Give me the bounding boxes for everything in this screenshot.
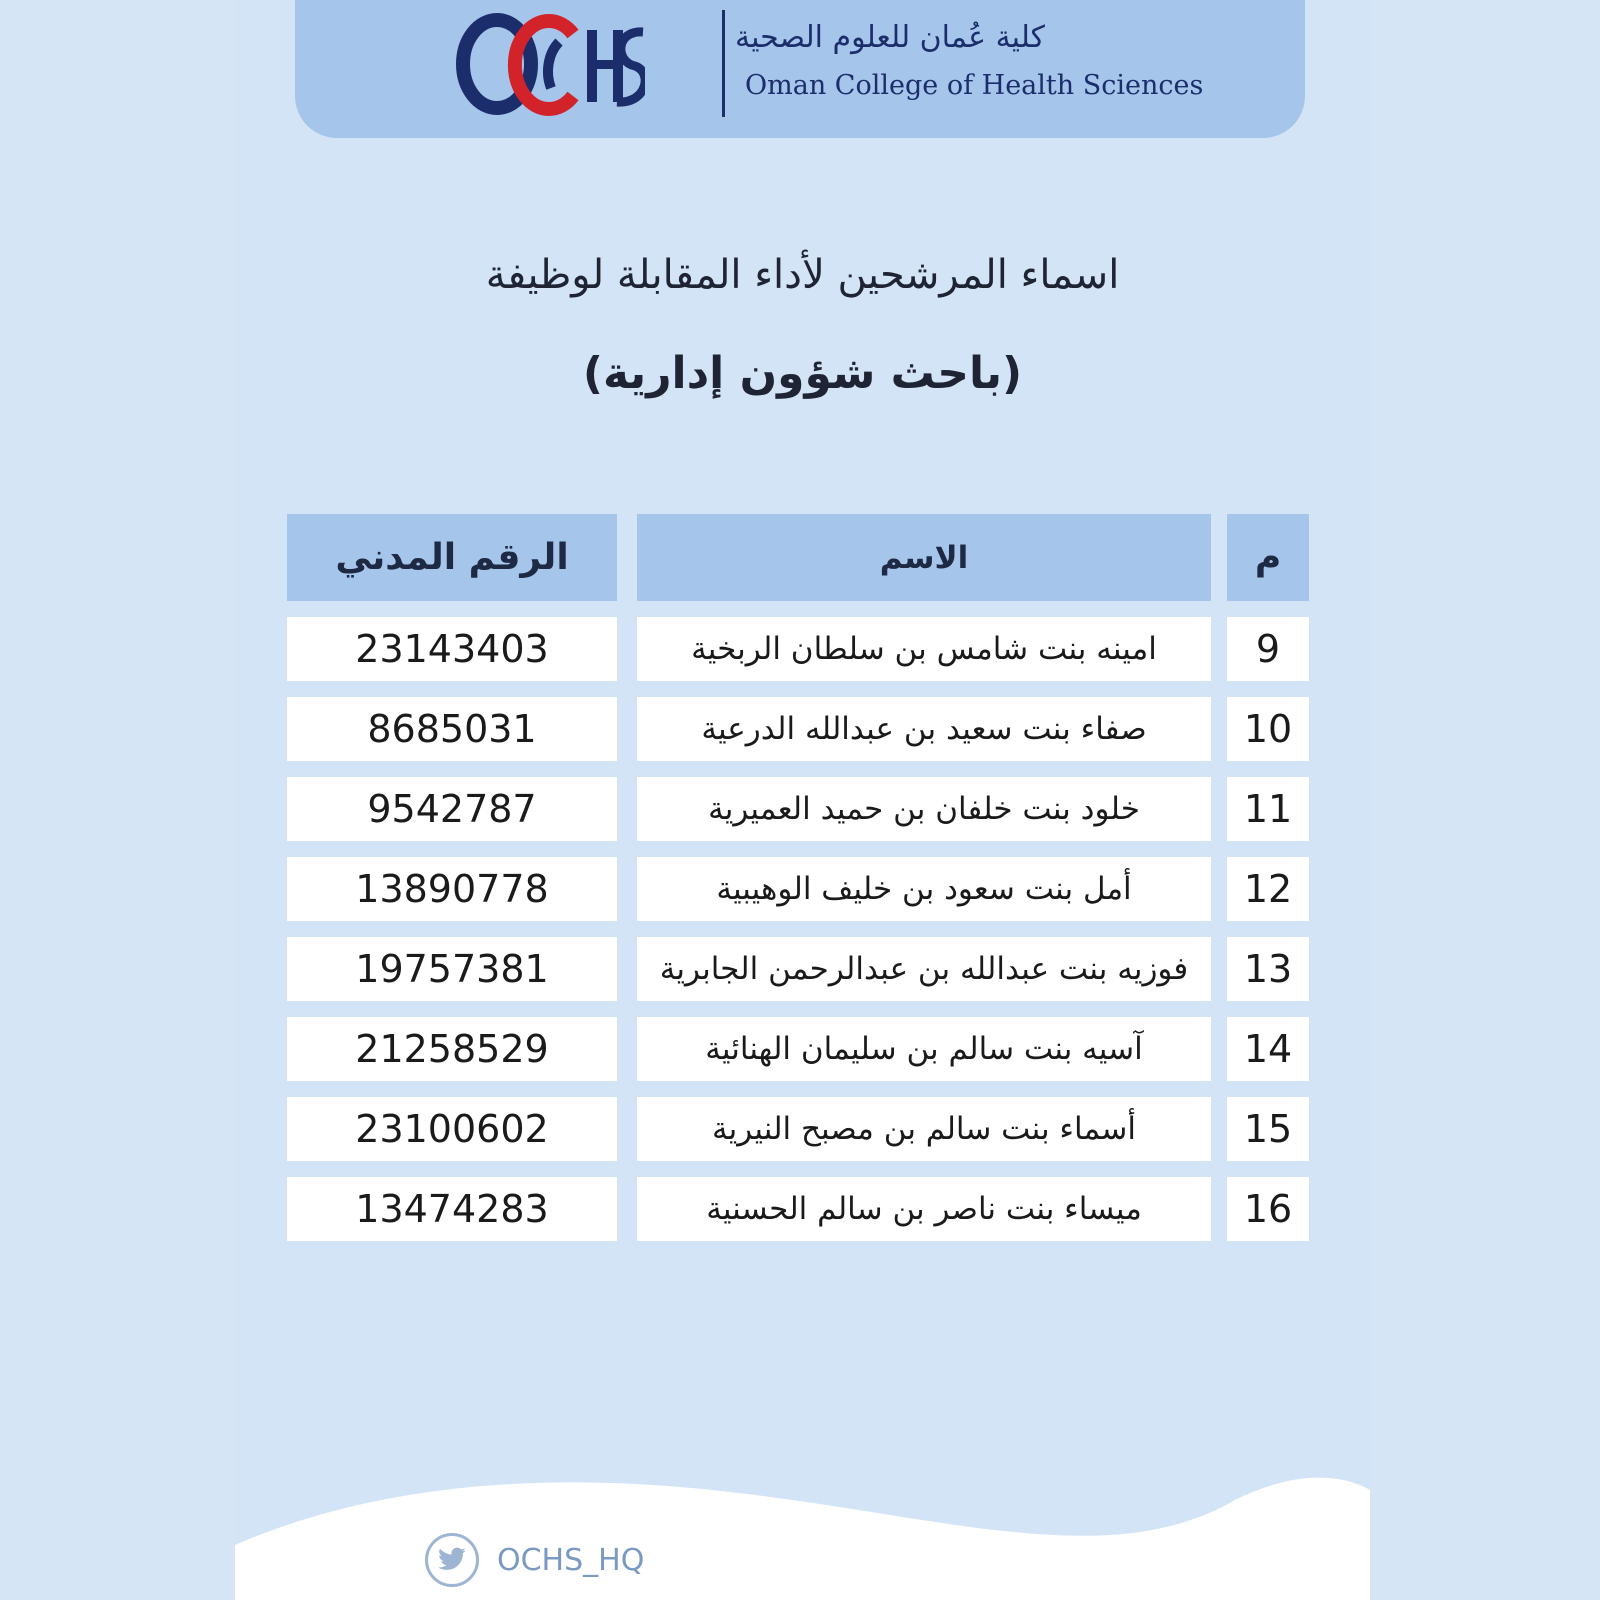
header-civil-id: الرقم المدني [287, 514, 617, 601]
number-cell: 13 [1227, 937, 1309, 1001]
civil-id-cell: 21258529 [287, 1017, 617, 1081]
handle-text: OCHS_HQ [497, 1542, 645, 1578]
number-cell: 11 [1227, 777, 1309, 841]
name-cell: ميساء بنت ناصر بن سالم الحسنية [637, 1177, 1211, 1241]
name-cell: آسيه بنت سالم بن سليمان الهنائية [637, 1017, 1211, 1081]
civil-id-cell: 23143403 [287, 617, 617, 681]
header-number: م [1227, 514, 1309, 601]
announcement-card [235, 0, 1370, 1600]
logo-divider [722, 10, 725, 117]
header-banner [295, 0, 1305, 138]
number-cell: 10 [1227, 697, 1309, 761]
civil-id-cell: 23100602 [287, 1097, 617, 1161]
logo-arabic-name: كلية عُمان للعلوم الصحية [735, 20, 1045, 55]
logo-english-name: Oman College of Health Sciences [745, 70, 1204, 101]
name-cell: صفاء بنت سعيد بن عبدالله الدرعية [637, 697, 1211, 761]
civil-id-cell: 19757381 [287, 937, 617, 1001]
number-cell: 12 [1227, 857, 1309, 921]
civil-id-cell: 8685031 [287, 697, 617, 761]
number-cell: 16 [1227, 1177, 1309, 1241]
name-cell: امينه بنت شامس بن سلطان الربخية [637, 617, 1211, 681]
footer-wave [235, 1460, 1370, 1600]
number-cell: 14 [1227, 1017, 1309, 1081]
twitter-icon [425, 1533, 479, 1587]
civil-id-cell: 13474283 [287, 1177, 617, 1241]
number-cell: 9 [1227, 617, 1309, 681]
header-name: الاسم [637, 514, 1211, 601]
number-cell: 15 [1227, 1097, 1309, 1161]
name-cell: خلود بنت خلفان بن حميد العميرية [637, 777, 1211, 841]
name-cell: أسماء بنت سالم بن مصبح النيرية [637, 1097, 1211, 1161]
civil-id-cell: 9542787 [287, 777, 617, 841]
name-cell: فوزيه بنت عبدالله بن عبدالرحمن الجابرية [637, 937, 1211, 1001]
job-title: (باحث شؤون إدارية) [582, 348, 1023, 399]
ochs-logo-icon [455, 12, 645, 117]
page-title: اسماء المرشحين لأداء المقابلة لوظيفة [485, 252, 1120, 298]
civil-id-cell: 13890778 [287, 857, 617, 921]
social-handle[interactable] [425, 1530, 644, 1590]
name-cell: أمل بنت سعود بن خليف الوهيبية [637, 857, 1211, 921]
